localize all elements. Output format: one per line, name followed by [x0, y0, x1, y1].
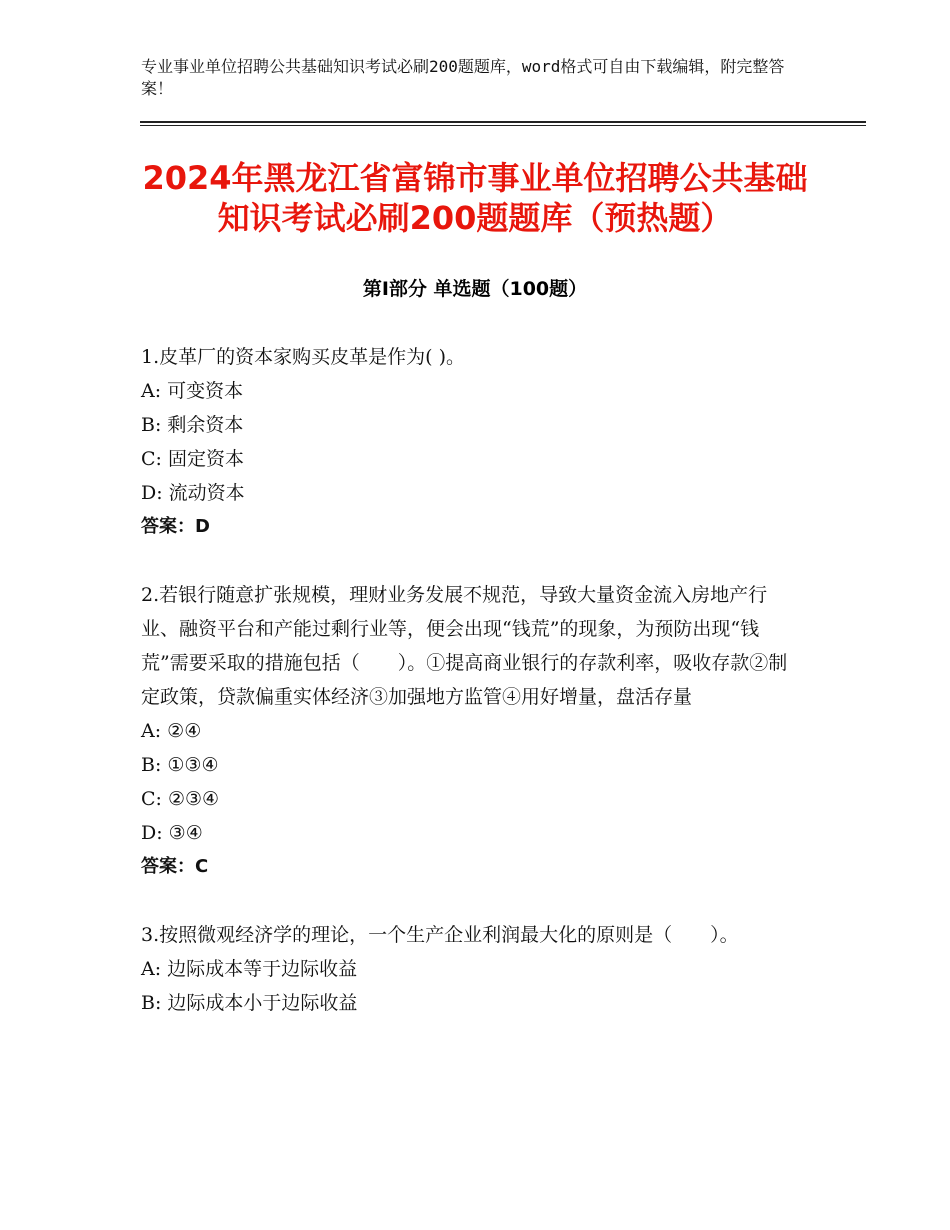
header-divider-thin: [140, 125, 866, 126]
question-stem: 1.皮革厂的资本家购买皮革是作为( )。: [141, 346, 465, 368]
question-list: [141, 340, 801, 1020]
option-b: B: 边际成本小于边际收益: [141, 992, 358, 1014]
option-c: C: 固定资本: [141, 448, 244, 470]
question-2: [141, 578, 801, 884]
question-1: [141, 340, 801, 544]
answer: 答案：C: [141, 856, 209, 877]
question-3: [141, 918, 801, 1020]
answer: 答案：D: [141, 516, 210, 537]
option-a: A: 可变资本: [141, 380, 244, 402]
section-heading: 第I部分 单选题（100题）: [362, 278, 588, 300]
document-title: 2024年黑龙江省富锦市事业单位招聘公共基础知识考试必刷200题题库（预热题）: [142, 159, 808, 237]
option-b: B: ①③④: [141, 754, 219, 776]
option-d: D: ③④: [141, 822, 203, 844]
option-c: C: ②③④: [141, 788, 220, 810]
option-b: B: 剩余资本: [141, 414, 244, 436]
header-divider: [140, 121, 866, 123]
spacer: [141, 544, 801, 578]
option-a: A: ②④: [141, 720, 202, 742]
question-stem: 2.若银行随意扩张规模，理财业务发展不规范，导致大量资金流入房地产行业、融资平台和产能过剩行业等，便会出现“钱荒”的现象，为预防出现“钱荒”需要采取的措施包括（ ）。①提高商业银行的存款利率，吸收存款②制定政策，贷款偏重实体经济③加强地方监管④用好增量，盘活存量: [141, 584, 788, 708]
option-d: D: 流动资本: [141, 482, 245, 504]
question-stem: 3.按照微观经济学的理论，一个生产企业利润最大化的原则是（ ）。: [141, 924, 739, 946]
spacer: [141, 884, 801, 918]
header-note: 专业事业单位招聘公共基础知识考试必刷200题题库，word格式可自由下载编辑，附完整答案！: [141, 57, 785, 98]
option-a: A: 边际成本等于边际收益: [141, 958, 358, 980]
